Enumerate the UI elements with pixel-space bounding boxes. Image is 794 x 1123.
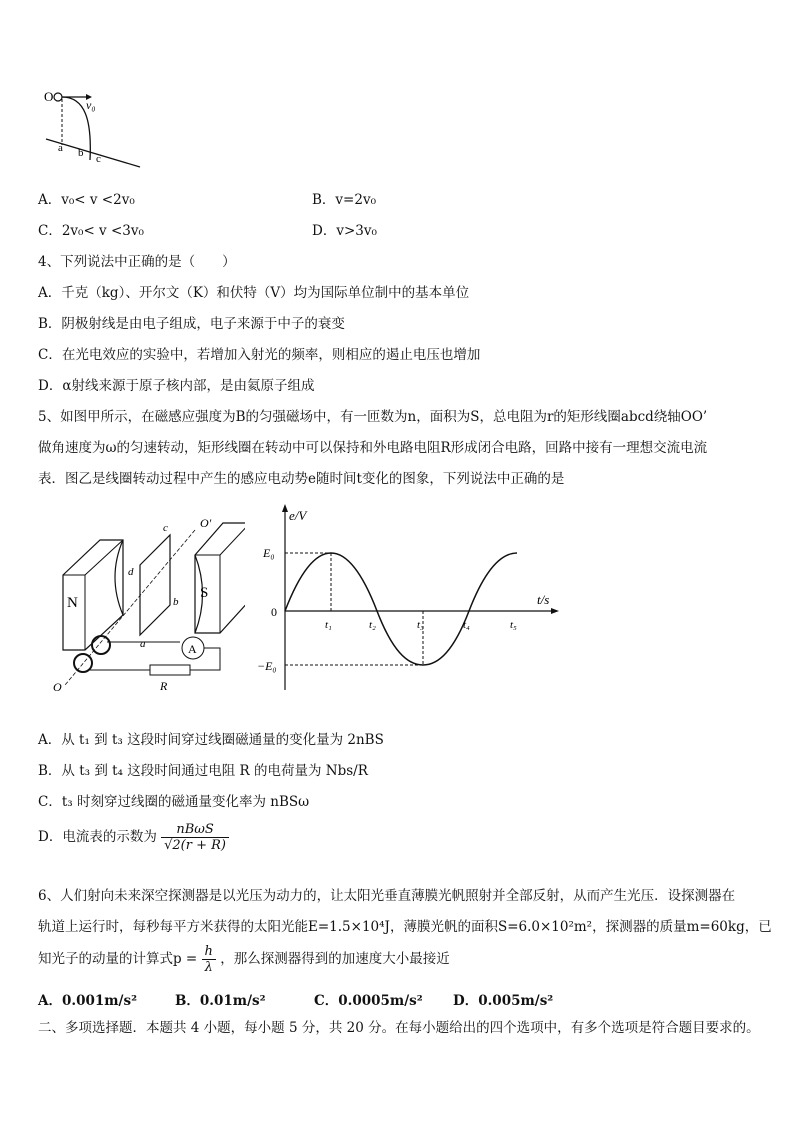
- q6-option-b: B．0.01m/s²: [175, 993, 266, 1009]
- graph-ylabel: e/V: [289, 508, 307, 523]
- fraction-numerator: nBωS: [161, 822, 229, 838]
- q6-option-a: A．0.001m/s²: [38, 993, 137, 1009]
- q5-stem-line3: 表．图乙是线圈转动过程中产生的感应电动势e随时间t变化的图象，下列说法中正确的是: [38, 471, 565, 487]
- q4-option-a: A．千克（kg）、开尔文（K）和伏特（V）均为国际单位制中的基本单位: [38, 285, 470, 301]
- point-b-label: b: [78, 147, 84, 159]
- tick-t3: t₃: [417, 619, 424, 631]
- q6-line3-suffix: ，那么探测器得到的加速度大小最接近: [220, 951, 450, 967]
- tick-t4: t₄: [463, 619, 470, 631]
- v0-label: v₀: [86, 98, 96, 112]
- q5-option-d-fraction: [161, 822, 229, 853]
- origin-label: O: [44, 89, 54, 104]
- q6-stem-line3: [38, 944, 450, 975]
- momentum-fraction: [202, 944, 216, 975]
- graph-xlabel: t/s: [537, 592, 550, 607]
- tick-t5: t₅: [510, 619, 517, 631]
- q5-option-b: B．从 t₃ 到 t₄ 这段时间通过电阻 R 的电荷量为 Nbs/R: [38, 763, 368, 779]
- q5-stem-line2: 做角速度为ω的匀速转动，矩形线圈在转动中可以保持和外电路电阻R形成闭合电路，回路中接有一理想交流电流: [38, 440, 708, 456]
- graph-e0: E₀: [263, 546, 275, 560]
- q6-option-c: C．0.0005m/s²: [314, 993, 423, 1009]
- point-c-label: c: [96, 153, 101, 165]
- magnet-s-label: S: [200, 585, 209, 601]
- q4-stem: 4、下列说法中正确的是（ ）: [38, 254, 236, 270]
- axis-top-label: O': [200, 516, 212, 530]
- q5-option-d: [38, 822, 229, 853]
- fraction-denominator: √2(r + R): [164, 838, 226, 853]
- coil-a-label: a: [140, 638, 146, 650]
- graph-zero: 0: [271, 605, 277, 619]
- q6-stem-line1: 6、人们射向未来深空探测器是以光压为动力的，让太阳光垂直薄膜光帆照射并全部反射，从而产生光压．设探测器在: [38, 888, 736, 904]
- tick-t2: t₂: [369, 619, 376, 631]
- resistor-label: R: [160, 679, 168, 693]
- q5-option-c: C．t₃ 时刻穿过线圈的磁通量变化率为 nBSω: [38, 794, 310, 810]
- q4-option-c: C．在光电效应的实验中，若增加入射光的频率，则相应的遏止电压也增加: [38, 347, 481, 363]
- emf-curve: [285, 553, 517, 665]
- q5-stem-line1: 5、如图甲所示，在磁感应强度为B的匀强磁场中，有一匝数为n，面积为S，总电阻为r的矩形线圈abcd绕轴OO’: [38, 409, 708, 425]
- fraction-denominator: λ: [204, 960, 213, 975]
- coil-b-label: b: [173, 596, 179, 608]
- q3-option-b: B．v=2v₀: [312, 192, 376, 208]
- tick-t1: t₁: [325, 619, 332, 631]
- coil-c-label: c: [163, 522, 168, 534]
- q4-option-b: B．阴极射线是由电子组成，电子来源于中子的衰变: [38, 316, 345, 332]
- q5-option-a: A．从 t₁ 到 t₃ 这段时间穿过线圈磁通量的变化量为 2nBS: [38, 732, 384, 748]
- q6-stem-line2: 轨道上运行时，每秒每平方米获得的太阳光能E=1.5×10⁴J，薄膜光帆的面积S=6.0×10²m²，探测器的质量m=60kg，已: [38, 919, 772, 935]
- emf-graph: [255, 500, 565, 700]
- section2-heading: 二、多项选择题．本题共 4 小题，每小题 5 分，共 20 分。在每小题给出的四个选项中，有多个选项是符合题目要求的。: [38, 1020, 760, 1036]
- projectile-figure: [40, 85, 150, 175]
- q3-option-a: A．v₀< v <2v₀: [38, 192, 135, 208]
- graph-neg-e0: −E₀: [257, 659, 277, 673]
- q3-option-d: D．v>3v₀: [312, 223, 377, 239]
- q6-line3-prefix: 知光子的动量的计算式p =: [38, 951, 198, 967]
- fraction-numerator: h: [202, 944, 216, 960]
- point-a-label: a: [58, 142, 63, 154]
- q4-option-d: D．α射线来源于原子核内部，是由氦原子组成: [38, 378, 315, 394]
- coil-d-label: d: [128, 566, 134, 578]
- generator-figure: [45, 505, 245, 695]
- ammeter-label: A: [188, 642, 197, 656]
- magnet-n-label: N: [67, 595, 78, 611]
- q5-option-d-prefix: D．电流表的示数为: [38, 829, 157, 845]
- q6-option-d: D．0.005m/s²: [453, 993, 554, 1009]
- axis-bottom-label: O: [53, 680, 62, 694]
- q3-option-c: C．2v₀< v <3v₀: [38, 223, 144, 239]
